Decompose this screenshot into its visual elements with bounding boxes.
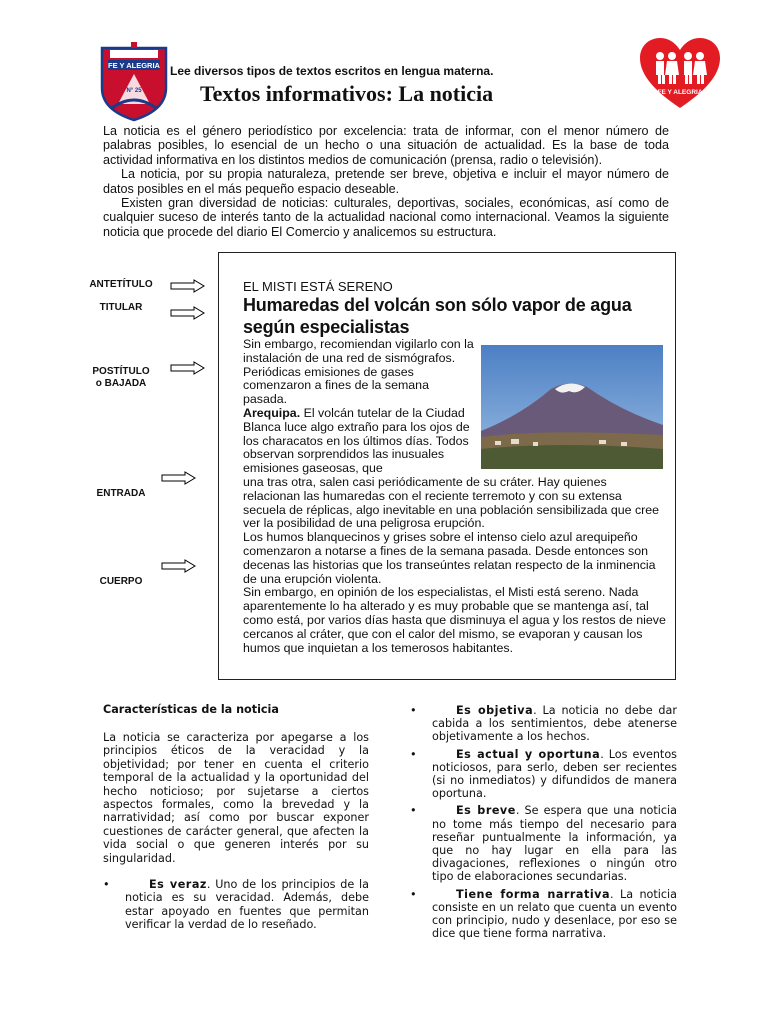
news-cuerpo-paragraph: Los humos blanquecinos y grises sobre el intenso cielo azul arequipeño comenzaron a notarse a fines de la semana pasada. Desde entonces son decenas las historias que los transeúntes relatan respecto de la inminencia de una erupción violenta. [243,530,656,586]
school-crest-logo [98,42,170,122]
label-postitulo: POSTÍTULO [92,366,150,377]
list-item [410,804,677,883]
bullet-icon: • [410,747,417,761]
characteristics-list-left [103,878,369,932]
news-cuerpo-paragraph: Sin embargo, en opinión de los especialistas, el Misti está sereno. Nada aparentemente lo ha alterado y es muy probable que se mantenga así, tal como está, por varios días hasta que disminuya el agua y los restos de nieve cercanos al cráter, que con el calor del mismo, se evaporan y causan los humos que inquietan a los temerosos habitantes. [243,585,666,655]
label-bajada: o BAJADA [95,378,147,389]
arrow-right-icon [161,559,197,573]
page-title: Textos informativos: La noticia [200,81,494,106]
fe-y-alegria-heart-logo [640,38,720,110]
label-entrada: ENTRADA [96,488,146,499]
list-item [410,704,677,744]
label-antetitulo: ANTETÍTULO [89,279,153,290]
list-item [103,878,369,932]
news-entrada-continued: una tras otra, salen casi periódicamente de su cráter. Hay quienes relacionan las humaredas con el reciente terremoto y con su extensa secuela de réplicas, algo inevitable en una población sensibilizada que cree ver la posibilidad de una peligrosa erupción. [243,474,660,531]
list-item-term: Es breve [456,804,516,818]
intro-text [103,124,669,239]
news-titular: Humaredas del volcán son sólo vapor de agua según especialistas [243,295,632,337]
list-item-text: . La noticia no debe dar cabida a los sentimientos, debe atenerse objetivamente a los hechos. [432,704,677,744]
intro-paragraph: La noticia, por su propia naturaleza, pretende ser breve, objetiva e incluir el mayor número de datos posibles en el más pequeño espacio deseable. [103,167,669,196]
list-item [410,748,677,801]
list-item-term: Tiene forma narrativa [456,887,610,901]
logo-left-number: N° 25 [126,88,142,94]
bullet-icon: • [410,887,417,901]
news-lead-text: El volcán tutelar de la Ciudad Blanca luce algo extraño para los ojos de los characatos en los últimos días. Todos observan sorprendidos las inusuales emisiones gaseosas, que [243,405,470,476]
bullet-icon: • [410,704,417,717]
characteristics-list-right [410,704,677,944]
list-item-text: . Los eventos noticiosos, para serlo, deben ser recientes (si no inmediatos) y difundidos de manera oportuna. [432,747,677,801]
list-item-text: . Uno de los principios de la noticia es su veracidad. Además, debe estar apoyado en fuentes que permitan verificar la verdad de lo reseñado. [125,878,370,932]
characteristics-text: La noticia se caracteriza por apegarse a los principios éticos de la veracidad y la objetividad; por tener en cuenta el criterio temporal de la actualidad y la oportunidad del hecho noticioso; por sujetarse a ciertos aspectos formales, como la brevedad y la narratividad; así como por buscar exponer cuestiones de carácter general, que afecten la vida social o que generen interés por su singularidad. [103,731,369,865]
logo-right-text: FE Y ALEGRIA [657,89,703,96]
list-item-text: . Se espera que una noticia no tome más tiempo del necesario para reseñar puntualmente la información, ya que no hay lugar en ella para las divagaciones, reflexiones o ningún otro tipo de elaboraciones secundarias. [432,804,677,884]
list-item-text: . La noticia consiste en un relato que cuenta un evento con principio, nudo y desenlace, por eso se dice que tiene forma narrativa. [432,887,677,941]
news-entrada [243,407,475,476]
arrow-right-icon [161,471,197,485]
arrow-right-icon [170,361,206,375]
news-body [243,338,667,655]
label-titular: TITULAR [99,302,143,313]
list-item [410,888,677,941]
bullet-icon: • [103,878,110,891]
arrow-right-icon [170,279,206,293]
list-item-term: Es veraz [149,878,207,891]
label-cuerpo: CUERPO [99,576,143,587]
logo-left-text: FE Y ALEGRIA [108,61,160,70]
intro-paragraph: Existen gran diversidad de noticias: culturales, deportivas, sociales, económicas, así como de cualquier suceso de interés tanto de la actualidad nacional como internacional. Veamos la siguiente noticia que procede del diario El Comercio y analicemos su estructura. [103,196,669,239]
page-subtitle: Lee diversos tipos de textos escritos en lengua materna. [170,64,494,78]
news-lead-place: Arequipa. [243,405,301,420]
bullet-icon: • [410,804,417,818]
news-bajada: Sin embargo, recomiendan vigilarlo con la instalación de una red de sismógrafos. Periódicas emisiones de gases comenzaron a fines de la semana pasada. [243,337,474,407]
arrow-right-icon [170,306,206,320]
news-antetitulo: EL MISTI ESTÁ SERENO [243,279,393,294]
list-item-term: Es objetiva [456,704,534,717]
characteristics-title: Características de la noticia [103,703,279,716]
intro-paragraph: La noticia es el género periodístico por excelencia: trata de informar, con el menor número de palabras posibles, lo esencial de un hecho o una situación de actualidad. Es la base de toda actividad informativa en los distintos medios de comunicación (prensa, radio o televisión). [103,124,669,167]
news-example-box [218,252,676,680]
list-item-term: Es actual y oportuna [456,747,601,761]
